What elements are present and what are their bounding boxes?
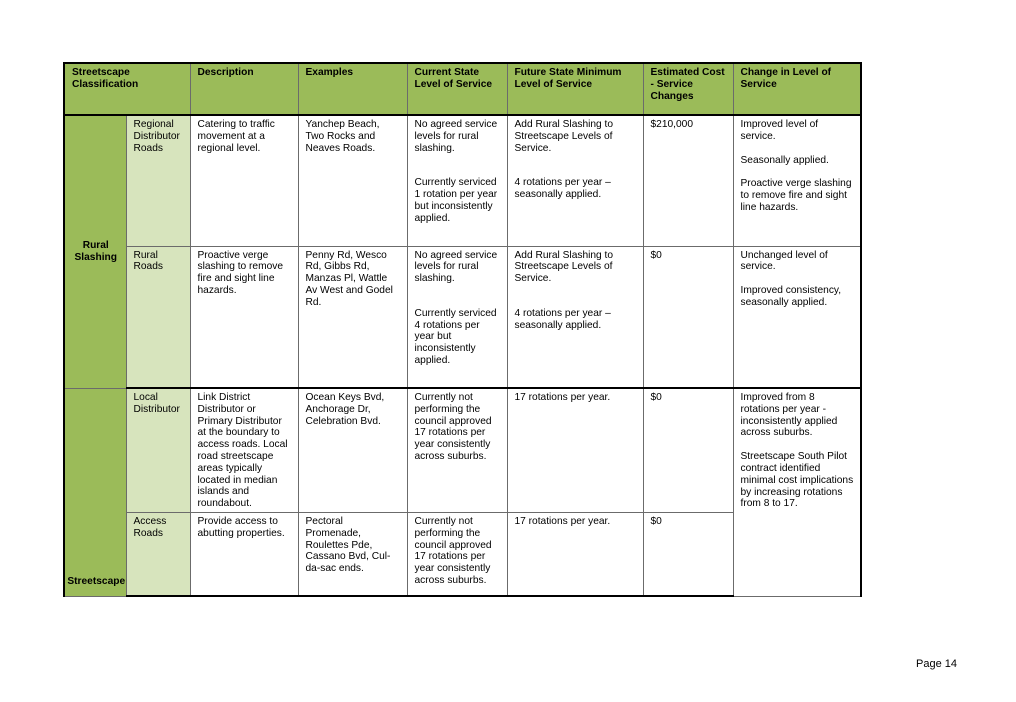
future-state-cell: 17 rotations per year. (507, 388, 643, 512)
current-state-cell (407, 115, 507, 246)
change-text: Improved consistency, seasonally applied. (740, 285, 842, 308)
examples-cell: Penny Rd, Wesco Rd, Gibbs Rd, Manzas Pl, Wattle Av West and Godel Rd. (298, 246, 407, 388)
future-state-cell (507, 115, 643, 246)
current-state-cell: Currently not performing the council approved 17 rotations per year consistently across suburbs. (407, 512, 507, 596)
current-state-cell (407, 246, 507, 388)
header-examples: Examples (298, 63, 407, 115)
current-state-cell: Currently not performing the council approved 17 rotations per year consistently across suburbs. (407, 388, 507, 512)
subclass-cell: Rural Roads (126, 246, 190, 388)
category-rural-slashing: Rural Slashing (64, 115, 126, 388)
subclass-cell: Local Distributor (126, 388, 190, 512)
examples-cell: Pectoral Promenade, Roulettes Pde, Cassano Bvd, Cul-da-sac ends. (298, 512, 407, 596)
future-state-text: Add Rural Slashing to Streetscape Levels of Service. (514, 249, 614, 285)
change-in-service-cell (733, 115, 861, 246)
change-in-service-cell (733, 246, 861, 388)
future-state-text: 4 rotations per year – seasonally applied. (514, 177, 611, 201)
table-row (64, 388, 861, 512)
description-cell: Link District Distributor or Primary Distributor at the boundary to access roads. Local road streetscape areas typically located in median islands and roundabout. (190, 388, 298, 512)
future-state-text: Add Rural Slashing to Streetscape Levels of Service. (514, 119, 614, 154)
table-row (64, 246, 861, 388)
future-state-text: 4 rotations per year – seasonally applied. (514, 307, 611, 331)
current-state-text: No agreed service levels for rural slashing. (414, 249, 498, 285)
examples-cell: Yanchep Beach, Two Rocks and Neaves Roads. (298, 115, 407, 246)
examples-cell: Ocean Keys Bvd, Anchorage Dr, Celebration Bvd. (298, 388, 407, 512)
change-text: Streetscape South Pilot contract identified minimal cost implications by increasing rotations from 8 to 17. (740, 451, 854, 510)
header-current-state: Current State Level of Service (407, 63, 507, 115)
header-row (64, 63, 861, 115)
table-row (64, 115, 861, 246)
current-state-text: Currently serviced 4 rotations per year but inconsistently applied. (414, 307, 497, 367)
header-future-state: Future State Minimum Level of Service (507, 63, 643, 115)
change-in-service-cell (733, 388, 861, 596)
change-text: Unchanged level of service. (740, 249, 828, 273)
current-state-text: No agreed service levels for rural slashing. (414, 119, 498, 154)
current-state-text: Currently serviced 1 rotation per year but inconsistently applied. (414, 177, 498, 224)
levels-of-service-table (63, 62, 862, 597)
change-text: Improved level of service. (740, 119, 819, 142)
future-state-cell (507, 246, 643, 388)
page-number: Page 14 (916, 658, 957, 670)
header-description: Description (190, 63, 298, 115)
description-cell: Provide access to abutting properties. (190, 512, 298, 596)
future-state-cell: 17 rotations per year. (507, 512, 643, 596)
estimated-cost-cell: $0 (643, 388, 733, 512)
subclass-cell: Regional Distributor Roads (126, 115, 190, 246)
header-change-in-service: Change in Level of Service (733, 63, 861, 115)
category-streetscape: Streetscape (64, 388, 126, 596)
change-text: Seasonally applied. (740, 154, 829, 166)
description-cell: Proactive verge slashing to remove fire and sight line hazards. (190, 246, 298, 388)
estimated-cost-cell: $0 (643, 512, 733, 596)
change-text: Proactive verge slashing to remove fire and sight line hazards. (740, 178, 852, 213)
estimated-cost-cell: $210,000 (643, 115, 733, 246)
header-estimated-cost: Estimated Cost - Service Changes (643, 63, 733, 115)
change-text: Improved from 8 rotations per year - inconsistently applied across suburbs. (740, 392, 838, 439)
description-cell: Catering to traffic movement at a regional level. (190, 115, 298, 246)
header-classification: Streetscape Classification (64, 63, 190, 115)
estimated-cost-cell: $0 (643, 246, 733, 388)
subclass-cell: Access Roads (126, 512, 190, 596)
